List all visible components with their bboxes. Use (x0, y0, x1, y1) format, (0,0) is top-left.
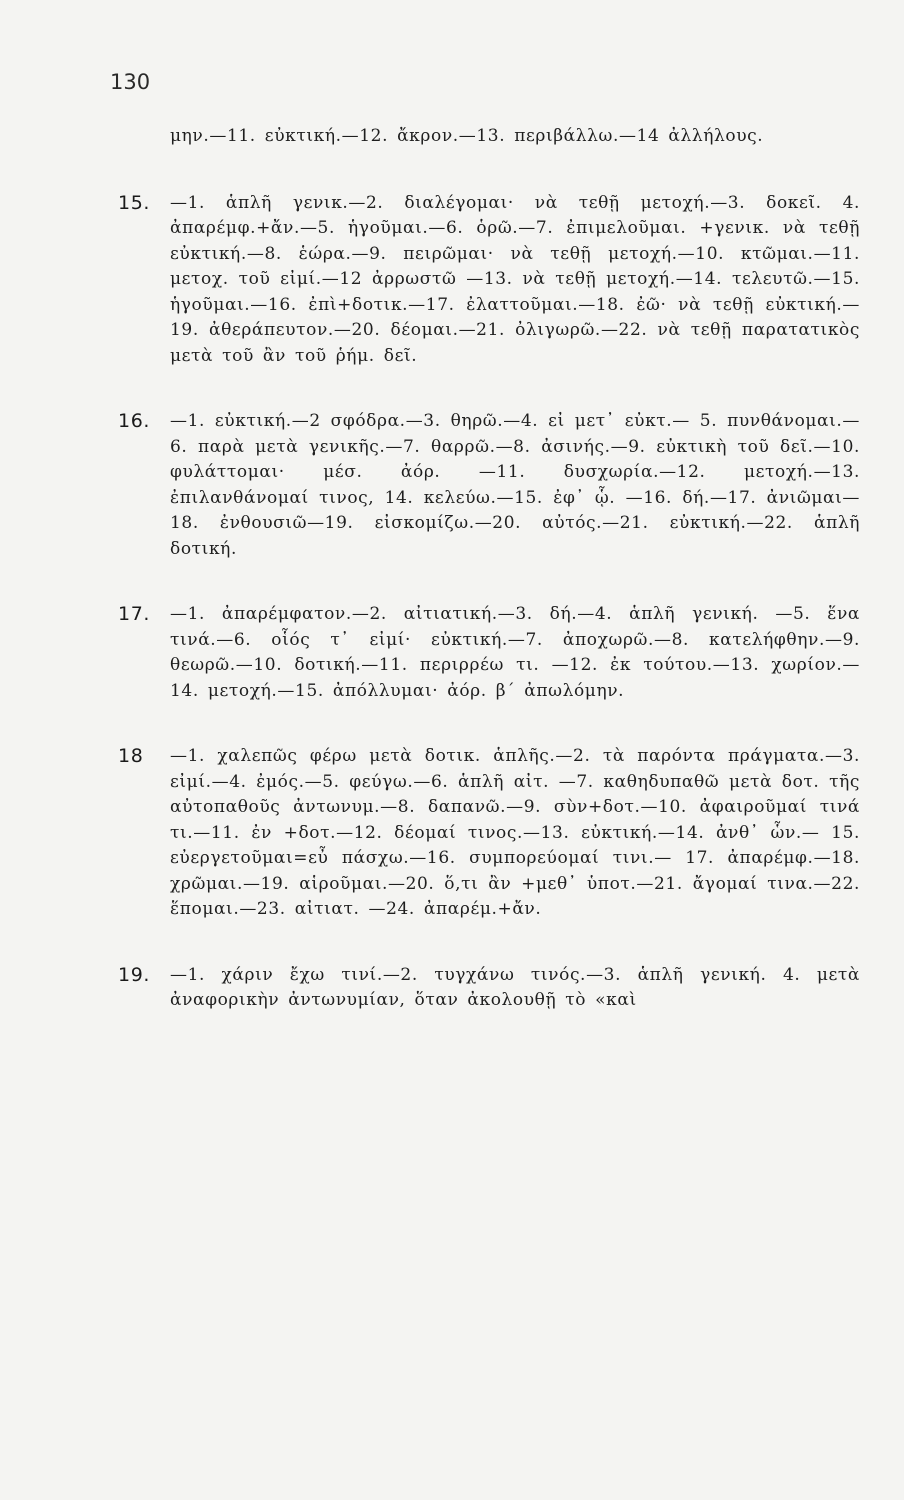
exercise-answers: —1. ἀπαρέμφατον.—2. αἰτιατική.—3. δή.—4. ἁπλῆ γενική. —5. ἕνα τινά.—6. οἷός τ᾽ εἰμί· εὐκτική.—7. ἀποχωρῶ.—8. κατελήφθην.—9. θεωρῶ.—10. δοτική.—11. περιρρέω τι. —12. ἐκ τούτου.—13. χωρίον.—14. μετοχή.—15. ἀπόλλυμαι· ἀόρ. β΄ ἀπωλόμην. (170, 604, 860, 701)
exercise-answers: —1. ἁπλῆ γενικ.—2. διαλέγομαι· νὰ τεθῇ μετοχή.—3. δοκεῖ. 4. ἀπαρέμφ.+ἄν.—5. ἡγοῦμαι.—6. ὁρῶ.—7. ἐπιμελοῦμαι. +γενικ. νὰ τεθῇ εὐκτική.—8. ἑώρα.—9. πειρῶμαι· νὰ τεθῇ μετοχή.—10. κτῶμαι.—11. μετοχ. τοῦ εἰμί.—12 ἀρρωστῶ —13. νὰ τεθῇ μετοχή.—14. τελευτῶ.—15. ἡγοῦμαι.—16. ἐπὶ+δοτικ.—17. ἐλαττοῦμαι.—18. ἐῶ· νὰ τεθῇ εὐκτική.—19. ἀθεράπευτον.—20. δέομαι.—21. ὀλιγωρῶ.—22. νὰ τεθῇ παρατατικὸς μετὰ τοῦ ἂν τοῦ ῥήμ. δεῖ. (170, 192, 860, 366)
continued-entry-text: μην.—11. εὐκτική.—12. ἄκρον.—13. περιβάλλω.—14 ἀλλήλους. (170, 126, 764, 146)
exercise-number: 15. (118, 191, 151, 214)
exercise-number: 18 (118, 745, 144, 767)
exercise-answers: —1. χάριν ἔχω τινί.—2. τυγχάνω τινός.—3. ἁπλῆ γενική. 4. μετὰ ἀναφορικὴν ἀντωνυμίαν, ὅταν ἀκολουθῇ τὸ «καὶ (170, 964, 860, 1010)
exercise-entry-19 (118, 963, 860, 1014)
page-number: 130 (110, 70, 151, 94)
exercise-number: 19. (118, 963, 151, 986)
exercise-number: 17. (118, 603, 151, 625)
exercise-entry-16 (118, 409, 860, 562)
exercise-entry-17 (118, 602, 860, 704)
exercise-answers: —1. εὐκτική.—2 σφόδρα.—3. θηρῶ.—4. εἰ μετ᾽ εὐκτ.— 5. πυνθάνομαι.—6. παρὰ μετὰ γενικῆς.—7. θαρρῶ.—8. ἀσινής.—9. εὐκτικὴ τοῦ δεῖ.—10. φυλάττομαι· μέσ. ἀόρ. —11. δυσχωρία.—12. μετοχή.—13. ἐπιλανθάνομαί τινος, 14. κελεύω.—15. ἐφ᾽ ᾧ. —16. δή.—17. ἀνιῶμαι—18. ἐνθουσιῶ—19. εἰσκομίζω.—20. αὐτός.—21. εὐκτική.—22. ἁπλῆ δοτική. (170, 411, 860, 559)
exercise-answers: —1. χαλεπῶς φέρω μετὰ δοτικ. ἁπλῆς.—2. τὰ παρόντα πράγματα.—3. εἰμί.—4. ἐμός.—5. φεύγω.—6. ἁπλῆ αἰτ. —7. καθηδυπαθῶ μετὰ δοτ. τῆς αὐτοπαθοῦς ἀντωνυμ.—8. δαπανῶ.—9. σὺν+δοτ.—10. ἀφαιροῦμαί τινά τι.—11. ἐν +δοτ.—12. δέομαί τινος.—13. εὐκτική.—14. ἀνθ᾽ ὧν.— 15. εὐεργετοῦμαι=εὖ πάσχω.—16. συμπορεύομαί τινι.— 17. ἀπαρέμφ.—18. χρῶμαι.—19. αἱροῦμαι.—20. ὅ,τι ἂν +μεθ᾽ ὑποτ.—21. ἄγομαί τινα.—22. ἕπομαι.—23. αἰτιατ. —24. ἀπαρέμ.+ἄν. (170, 746, 860, 919)
exercise-entry-18 (118, 744, 860, 923)
exercise-entry-15 (118, 191, 860, 370)
exercise-number: 16. (118, 410, 151, 432)
answer-key-text (118, 124, 860, 1014)
